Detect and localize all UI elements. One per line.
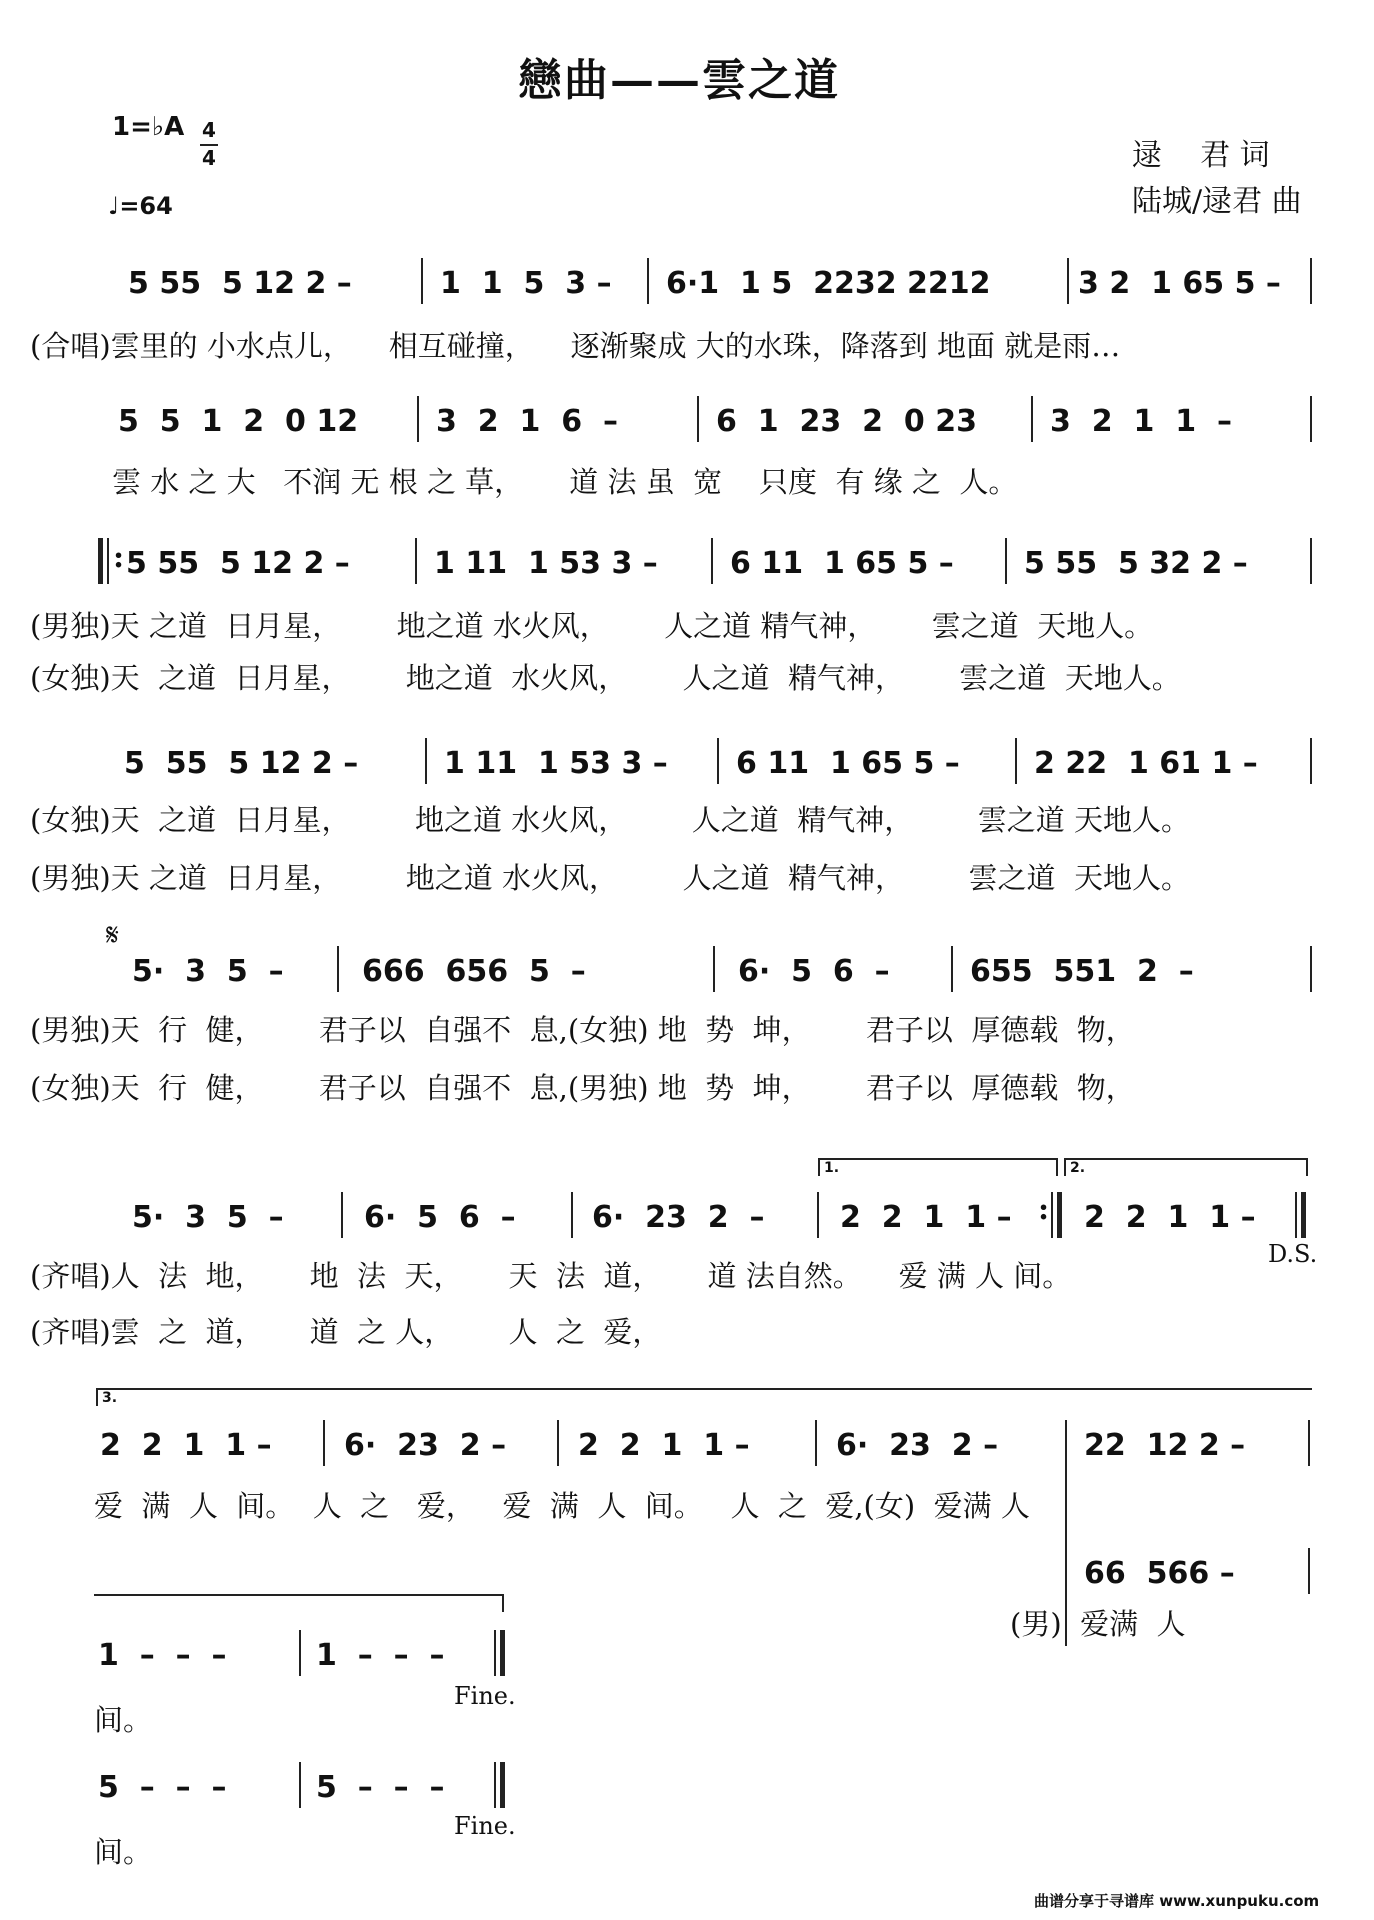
measure: 2 2 1 1 – bbox=[1084, 1200, 1256, 1235]
measure: 5 5 1 2 0 12 bbox=[118, 404, 359, 439]
measure: 1 1 5 3 – bbox=[440, 266, 612, 301]
measure: 6 11 1 65 5 – bbox=[736, 746, 960, 781]
measure: 1 – – – bbox=[98, 1638, 227, 1673]
measure: 5 – – – bbox=[98, 1770, 227, 1805]
volta-2-label: 2. bbox=[1070, 1160, 1086, 1176]
measure: 5 55 5 12 2 – bbox=[128, 266, 352, 301]
tempo-mark: ♩=64 bbox=[108, 192, 173, 220]
lyric-line: (男独)天 行 健， 君子以 自强不 息,(女独) 地 势 坤， 君子以 厚德载 物， bbox=[30, 1013, 1135, 1047]
measure: 6 11 1 65 5 – bbox=[730, 546, 954, 581]
measure: 5· 3 5 – bbox=[132, 1200, 284, 1235]
measure: 3 2 1 6 – bbox=[436, 404, 619, 439]
segno-sign: 𝄋 bbox=[106, 918, 119, 953]
measure: 1 – – – bbox=[316, 1638, 445, 1673]
measure: 1 11 1 53 3 – bbox=[434, 546, 658, 581]
measure: 6· 23 2 – bbox=[592, 1200, 765, 1235]
time-signature-bottom: 4 bbox=[202, 146, 216, 170]
lyric-line: (齐唱)雲 之 道， 道 之 人， 人 之 爱， bbox=[30, 1315, 662, 1349]
measure: 5 55 5 12 2 – bbox=[124, 746, 359, 781]
lyric-line: 间。 bbox=[94, 1835, 153, 1869]
fine-marking: Fine. bbox=[454, 1812, 516, 1840]
measure: 6 1 23 2 0 23 bbox=[716, 404, 977, 439]
lyric-line: (齐唱)人 法 地， 地 法 天， 天 法 道， 道 法自然。 爱 满 人 间。 bbox=[30, 1259, 1072, 1293]
end-bar bbox=[1301, 1192, 1306, 1238]
measure: 2 22 1 61 1 – bbox=[1034, 746, 1258, 781]
measure: 2 2 1 1 – bbox=[840, 1200, 1012, 1235]
measure: 3 2 1 1 – bbox=[1050, 404, 1233, 439]
lyric-line: (男) 爱满 人 bbox=[1010, 1607, 1186, 1641]
lyric-line: 间。 bbox=[94, 1703, 153, 1737]
song-title: 戀曲——雲之道 bbox=[518, 55, 840, 106]
volta-1-bracket bbox=[818, 1158, 1058, 1160]
lyric-line: (合唱)雲里的 小水点儿， 相互碰撞， 逐渐聚成 大的水珠，降落到 地面 就是雨… bbox=[30, 329, 1121, 363]
fine-marking: Fine. bbox=[454, 1682, 516, 1710]
time-signature-top: 4 bbox=[202, 118, 216, 142]
repeat-end bbox=[1057, 1192, 1062, 1238]
ds-marking: D.S. bbox=[1268, 1240, 1318, 1268]
lyric-line: (男独)天 之道 日月星， 地之道 水火风， 人之道 精气神， 雲之道 天地人。 bbox=[30, 861, 1190, 895]
fine-bar bbox=[500, 1630, 505, 1676]
measure: 5 55 5 32 2 – bbox=[1024, 546, 1248, 581]
footer-watermark: 曲谱分享于寻谱库 www.xunpuku.com bbox=[1034, 1892, 1320, 1910]
lyric-line: 爱 满 人 间。 人 之 爱， 爱 满 人 间。 人 之 爱,(女) 爱满 人 bbox=[94, 1489, 1030, 1523]
key-signature: 1=♭A bbox=[112, 112, 185, 142]
measure: 2 2 1 1 – bbox=[100, 1428, 272, 1463]
lyric-line: 雲 水 之 大 不润 无 根 之 草， 道 法 虽 宽 只度 有 缘 之 人。 bbox=[112, 465, 1018, 499]
measure: 1 11 1 53 3 – bbox=[444, 746, 668, 781]
lyric-line: (女独)天 之道 日月星， 地之道 水火风， 人之道 精气神， 雲之道 天地人。 bbox=[30, 661, 1181, 695]
measure: 6· 23 2 – bbox=[836, 1428, 999, 1463]
measure: 5 – – – bbox=[316, 1770, 445, 1805]
lyric-line: (女独)天 之道 日月星， 地之道 水火风， 人之道 精气神， 雲之道 天地人。 bbox=[30, 803, 1190, 837]
measure: 5· 3 5 – bbox=[132, 954, 284, 989]
composer-credit: 陆城/逯君 曲 bbox=[1132, 184, 1302, 219]
volta-3-bracket bbox=[96, 1388, 1312, 1390]
fine-bar bbox=[500, 1762, 505, 1808]
lyric-line: (男独)天 之道 日月星， 地之道 水火风， 人之道 精气神， 雲之道 天地人。 bbox=[30, 609, 1154, 643]
measure: 655 551 2 – bbox=[970, 954, 1194, 989]
volta-1-label: 1. bbox=[824, 1160, 840, 1176]
measure: 6·1 1 5 2232 2212 bbox=[666, 266, 991, 301]
measure: 6· 5 6 – bbox=[738, 954, 890, 989]
repeat-start bbox=[98, 538, 103, 584]
measure: 666 656 5 – bbox=[362, 954, 586, 989]
measure: 2 2 1 1 – bbox=[578, 1428, 750, 1463]
measure: 6· 23 2 – bbox=[344, 1428, 507, 1463]
measure: 22 12 2 – bbox=[1084, 1428, 1246, 1463]
lyric-line: (女独)天 行 健， 君子以 自强不 息,(男独) 地 势 坤， 君子以 厚德载 物， bbox=[30, 1071, 1135, 1105]
volta-3-label: 3. bbox=[102, 1390, 118, 1406]
volta-2-bracket bbox=[1064, 1158, 1308, 1160]
measure: 5 55 5 12 2 – bbox=[126, 546, 350, 581]
measure: 66 566 – bbox=[1084, 1556, 1235, 1591]
lyricist-credit: 逯 君 词 bbox=[1132, 138, 1270, 173]
measure: 3 2 1 65 5 – bbox=[1078, 266, 1281, 301]
measure: 6· 5 6 – bbox=[364, 1200, 516, 1235]
